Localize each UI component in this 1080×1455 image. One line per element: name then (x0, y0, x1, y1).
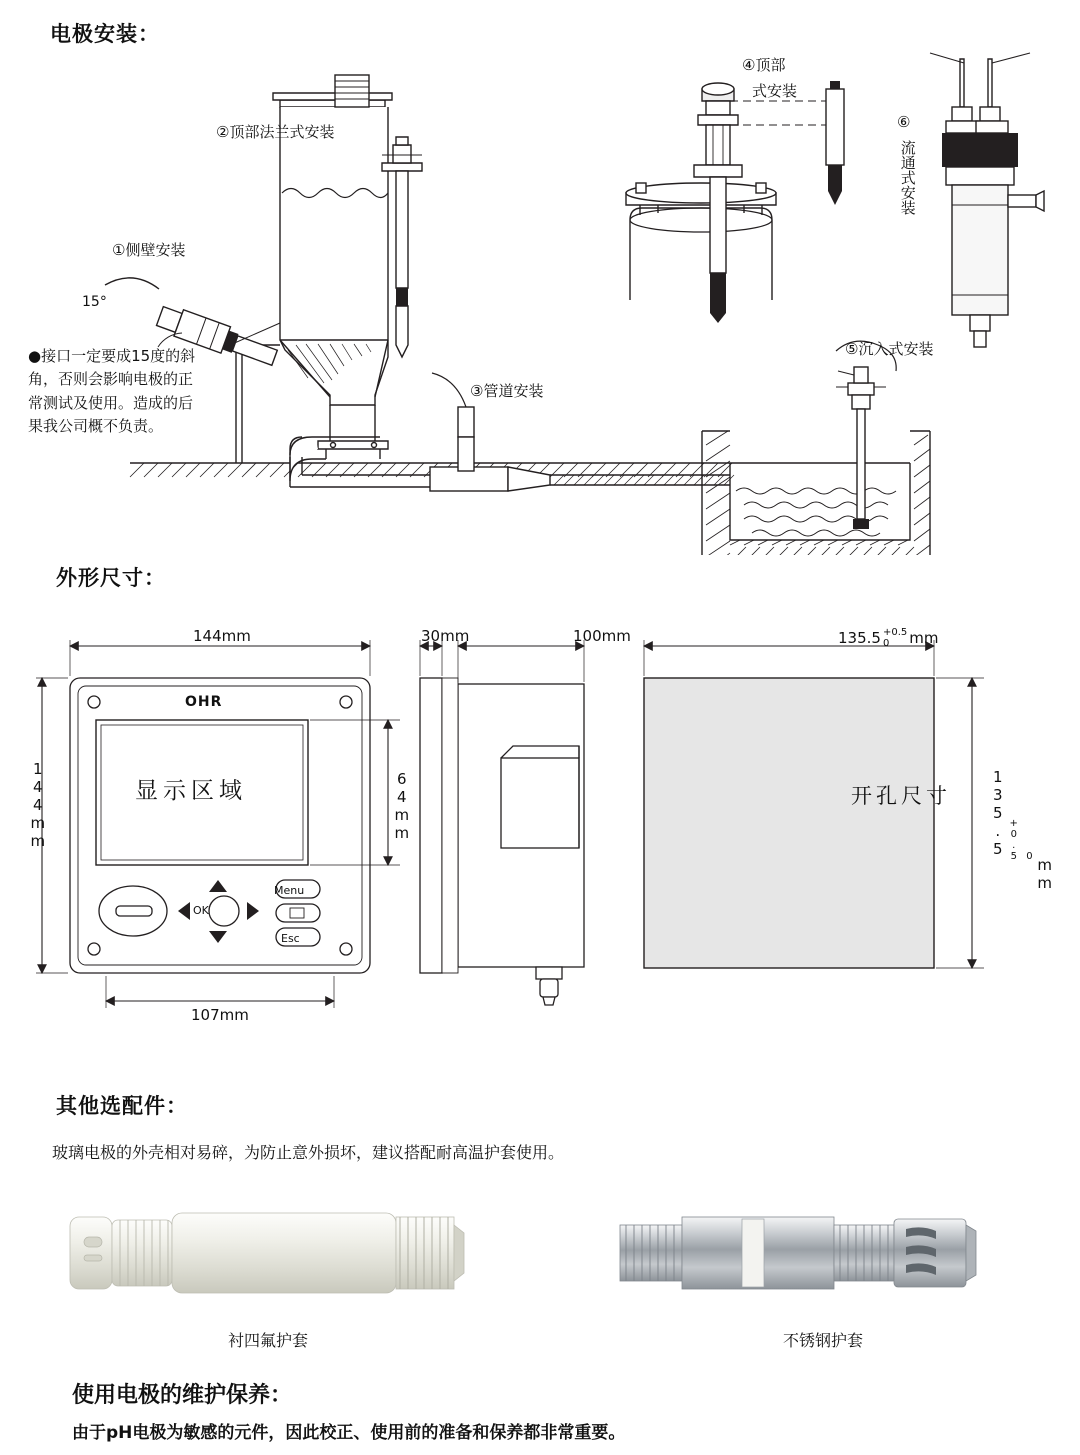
cutout-height-tol-upper: +0.5 (1008, 818, 1020, 862)
dimensions-diagram (28, 618, 1058, 1038)
section-title-dimensions: 外形尺寸： (56, 566, 166, 590)
cutout-area-label: 开孔尺寸 (851, 784, 951, 808)
accessory-2-caption: 不锈钢护套 (783, 1331, 864, 1350)
display-area-label: 显示区域 (135, 778, 247, 804)
installation-warning-note: ●接口一定要成15度的斜角，否则会影响电极的正常测试及使用。造成的后果我公司概不负责。 (28, 347, 196, 435)
cutout-width-tol-upper: +0.5 (882, 627, 908, 638)
display-height-label: 64mm (392, 770, 411, 842)
accessory-images (40, 1195, 1040, 1325)
maintenance-text: 由于pH电极为敏感的元件，因此校正、使用前的准备和保养都非常重要。 (72, 1423, 626, 1443)
cutout-width-unit: mm (909, 629, 939, 647)
esc-button-label: Esc (281, 932, 300, 945)
cutout-height-unit: mm (1035, 856, 1054, 892)
front-bottom-width-label: 107mm (191, 1006, 249, 1024)
cutout-height-value: 135.5 (988, 768, 1007, 858)
label-flow-through-number: ⑥ (897, 113, 911, 131)
label-top-mount-install-line2: 式安装 (752, 82, 798, 100)
side-length-label: 100mm (573, 627, 631, 645)
label-flow-through-install: 流通式安装 (898, 140, 917, 215)
accessories-intro-text: 玻璃电极的外壳相对易碎，为防止意外损坏，建议搭配耐高温护套使用。 (52, 1143, 565, 1162)
front-height-label: 144mm (28, 760, 47, 850)
label-submerged-install: ⑤沉入式安装 (845, 340, 934, 358)
label-angle-15deg: 15° (82, 294, 107, 310)
front-width-label: 144mm (193, 627, 251, 645)
cutout-height-label (988, 768, 1054, 892)
side-depth-label: 30mm (421, 627, 470, 645)
cutout-width-tol-lower: 0 (882, 637, 890, 649)
label-side-wall-install: ①侧壁安装 (112, 241, 186, 259)
brand-logo: OHR (185, 694, 223, 710)
cutout-height-tol-lower: 0 (1023, 851, 1035, 862)
label-top-mount-install-line1: ④顶部 (742, 56, 786, 74)
label-top-flange-install: ②顶部法兰式安装 (216, 123, 335, 141)
section-title-accessories: 其他选配件： (56, 1094, 188, 1118)
label-pipe-install: ③管道安装 (470, 382, 544, 400)
cutout-width-label (838, 628, 938, 649)
menu-button-label: Menu (274, 884, 305, 897)
section-title-installation: 电极安装： (50, 22, 160, 46)
cutout-width-value: 135.5 (838, 629, 881, 647)
section-title-maintenance: 使用电极的维护保养： (72, 1383, 293, 1408)
accessory-1-caption: 衬四氟护套 (228, 1331, 309, 1350)
ok-button-label: OK (193, 904, 209, 917)
